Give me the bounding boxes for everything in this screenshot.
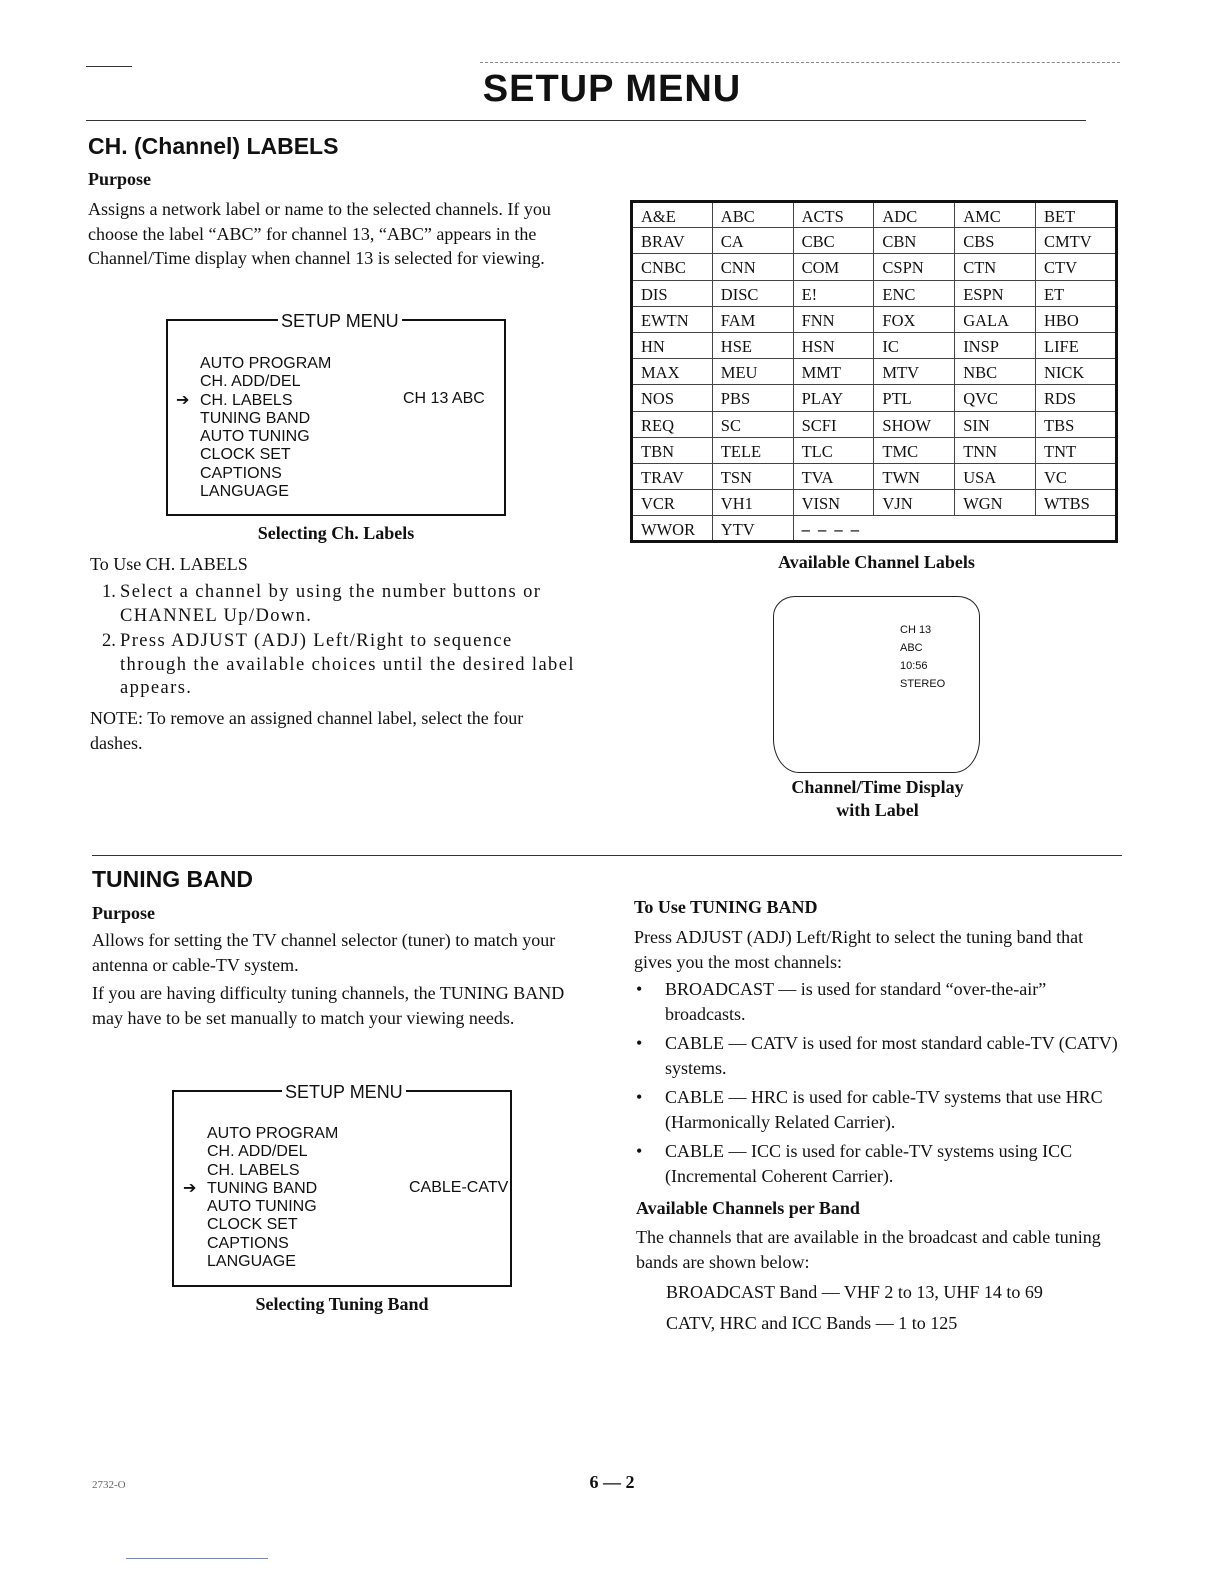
- table-cell: A&E: [632, 202, 713, 228]
- page-number: 6 — 2: [589, 1472, 635, 1492]
- table-cell: RDS: [1035, 385, 1116, 411]
- step-item: [90, 581, 585, 628]
- available-channels-heading: Available Channels per Band: [636, 1198, 860, 1218]
- table-row: [632, 437, 1117, 463]
- table-cell: WTBS: [1035, 490, 1116, 516]
- table-cell: TVA: [793, 463, 874, 489]
- table-cell: PBS: [712, 385, 793, 411]
- menu-item-captions: CAPTIONS: [200, 464, 282, 482]
- tuning-band-purpose-text2: If you are having difficulty tuning channels, the TUNING BAND may have to be set manually to match your viewing needs.: [92, 983, 565, 1028]
- tv-display-text: [900, 621, 945, 693]
- table-cell: ACTS: [793, 202, 874, 228]
- display-channel: CH 13: [900, 624, 932, 636]
- menu-title: SETUP MENU: [282, 1082, 406, 1103]
- table-cell: CBS: [955, 228, 1036, 254]
- ch-labels-steps: [90, 581, 585, 701]
- display-time: 10:56: [900, 660, 928, 672]
- table-cell: MTV: [874, 359, 955, 385]
- table-cell: TELE: [712, 437, 793, 463]
- tuning-band-menu-caption: Selecting Tuning Band: [255, 1294, 429, 1314]
- table-cell: WWOR: [632, 516, 713, 542]
- ch-labels-use-heading: [90, 554, 248, 575]
- tv-display-caption: [740, 776, 1015, 822]
- display-label: ABC: [900, 642, 923, 654]
- display-audio: STEREO: [900, 678, 946, 690]
- table-row: [632, 280, 1117, 306]
- tuning-band-setup-menu: [172, 1082, 512, 1287]
- table-cell: HSN: [793, 332, 874, 358]
- menu-item-language: LANGUAGE: [200, 483, 289, 501]
- table-cell: AMC: [955, 202, 1036, 228]
- table-cell: CTN: [955, 254, 1036, 280]
- table-row: [632, 463, 1117, 489]
- table-row: [632, 516, 1117, 542]
- table-cell: HN: [632, 332, 713, 358]
- footer-code: 2732-O: [92, 1479, 126, 1491]
- table-cell: E!: [793, 280, 874, 306]
- table-row: [632, 202, 1117, 228]
- table-cell: ADC: [874, 202, 955, 228]
- table-cell: YTV: [712, 516, 793, 542]
- tv-caption-line1: Channel/Time Display: [791, 777, 964, 797]
- ch-labels-purpose-heading: Purpose: [88, 169, 151, 189]
- table-cell: DIS: [632, 280, 713, 306]
- table-cell: CNBC: [632, 254, 713, 280]
- table-cell: REQ: [632, 411, 713, 437]
- table-cell: USA: [955, 463, 1036, 489]
- table-cell: CMTV: [1035, 228, 1116, 254]
- table-cell: TSN: [712, 463, 793, 489]
- bullet-icon: •: [636, 1033, 643, 1053]
- table-cell: TBS: [1035, 411, 1116, 437]
- channel-labels-caption: Available Channel Labels: [778, 552, 975, 572]
- top-rule-right: [480, 62, 1120, 63]
- table-row: [632, 228, 1117, 254]
- table-cell: SIN: [955, 411, 1036, 437]
- broadcast-band-range: BROADCAST Band — VHF 2 to 13, UHF 14 to 69: [666, 1282, 1043, 1302]
- menu-item-label: CH. LABELS: [200, 391, 293, 409]
- table-cell: FAM: [712, 306, 793, 332]
- menu-item-ch-add-del: CH. ADD/DEL: [207, 1143, 308, 1161]
- selection-arrow-icon: ➔: [183, 1179, 197, 1197]
- ch-labels-setup-menu: [166, 311, 506, 516]
- tv-display-frame: [773, 596, 980, 773]
- table-cell: CNN: [712, 254, 793, 280]
- table-cell: ESPN: [955, 280, 1036, 306]
- table-cell: INSP: [955, 332, 1036, 358]
- menu-item-captions: CAPTIONS: [207, 1234, 289, 1252]
- table-cell: BRAV: [632, 228, 713, 254]
- band-option-text: BROADCAST — is used for standard “over-the-air” broadcasts.: [665, 979, 1047, 1024]
- bullet-icon: •: [636, 1141, 643, 1161]
- tuning-band-purpose-text1: Allows for setting the TV channel selector (tuner) to match your antenna or cable-TV system.: [92, 930, 556, 975]
- use-heading-text: To Use CH. LABELS: [90, 554, 248, 574]
- table-cell: VCR: [632, 490, 713, 516]
- table-cell: ABC: [712, 202, 793, 228]
- table-cell: LIFE: [1035, 332, 1116, 358]
- menu-title: SETUP MENU: [278, 311, 402, 332]
- menu-item-auto-tuning: AUTO TUNING: [200, 428, 310, 446]
- step-number: 2.: [102, 631, 116, 651]
- menu-item-auto-program: AUTO PROGRAM: [207, 1125, 339, 1142]
- table-cell: MAX: [632, 359, 713, 385]
- table-cell: IC: [874, 332, 955, 358]
- menu-item-auto-tuning: AUTO TUNING: [207, 1198, 317, 1216]
- menu-item-clock-set: CLOCK SET: [200, 446, 291, 464]
- title-underline: [86, 120, 1086, 121]
- table-cell: VISN: [793, 490, 874, 516]
- table-cell: FNN: [793, 306, 874, 332]
- table-cell: TNT: [1035, 437, 1116, 463]
- table-cell: TWN: [874, 463, 955, 489]
- table-cell: FOX: [874, 306, 955, 332]
- tuning-band-options: [634, 977, 1129, 1193]
- table-cell-dashes: – – – –: [793, 516, 1116, 542]
- menu-item-language: LANGUAGE: [207, 1253, 296, 1271]
- table-cell: VH1: [712, 490, 793, 516]
- table-cell: CTV: [1035, 254, 1116, 280]
- ch-labels-menu-caption: Selecting Ch. Labels: [257, 523, 415, 543]
- table-cell: VC: [1035, 463, 1116, 489]
- band-option-hrc: [634, 1085, 1129, 1134]
- table-cell: PTL: [874, 385, 955, 411]
- table-cell: SC: [712, 411, 793, 437]
- ch-labels-title: CH. (Channel) LABELS: [88, 133, 339, 159]
- table-cell: CSPN: [874, 254, 955, 280]
- top-rule-left: [86, 66, 132, 67]
- table-cell: ENC: [874, 280, 955, 306]
- table-cell: EWTN: [632, 306, 713, 332]
- note-text: To remove an assigned channel label, select the four dashes.: [90, 708, 524, 753]
- bottom-accent-line: [126, 1558, 268, 1559]
- table-cell: BET: [1035, 202, 1116, 228]
- table-row: [632, 332, 1117, 358]
- menu-item-ch-labels: [176, 391, 331, 410]
- menu-item-tuning-band: TUNING BAND: [200, 409, 311, 427]
- table-cell: TMC: [874, 437, 955, 463]
- table-cell: CBC: [793, 228, 874, 254]
- band-option-catv: [634, 1031, 1129, 1080]
- table-cell: PLAY: [793, 385, 874, 411]
- selection-arrow-icon: ➔: [176, 391, 190, 409]
- menu-item-ch-add-del: CH. ADD/DEL: [200, 373, 301, 391]
- band-option-text: CABLE — ICC is used for cable-TV systems using ICC (Incremental Coherent Carrier).: [665, 1141, 1073, 1186]
- table-cell: QVC: [955, 385, 1036, 411]
- tuning-band-title: TUNING BAND: [92, 866, 253, 892]
- tuning-band-use-text: Press ADJUST (ADJ) Left/Right to select the tuning band that gives you the most channels:: [634, 927, 1084, 972]
- ch-labels-note: [90, 706, 560, 755]
- menu-item-clock-set: CLOCK SET: [207, 1216, 298, 1234]
- table-cell: CA: [712, 228, 793, 254]
- channel-labels-table: [630, 200, 1118, 543]
- table-cell: TLC: [793, 437, 874, 463]
- table-cell: GALA: [955, 306, 1036, 332]
- menu-item-tuning-band: [183, 1179, 338, 1198]
- band-option-broadcast: [634, 977, 1129, 1026]
- tuning-band-purpose-heading: Purpose: [92, 903, 155, 923]
- table-cell: NICK: [1035, 359, 1116, 385]
- tuning-band-use-heading: To Use TUNING BAND: [634, 897, 818, 917]
- table-cell: COM: [793, 254, 874, 280]
- menu-item-label: TUNING BAND: [207, 1179, 318, 1197]
- step-number: 1.: [102, 582, 116, 602]
- menu-item-ch-labels: CH. LABELS: [207, 1161, 300, 1179]
- section-divider: [92, 855, 1122, 856]
- band-option-text: CABLE — CATV is used for most standard cable-TV (CATV) systems.: [665, 1033, 1118, 1078]
- menu-item-auto-program: AUTO PROGRAM: [200, 355, 332, 372]
- note-label: NOTE:: [90, 708, 143, 728]
- table-cell: WGN: [955, 490, 1036, 516]
- table-cell: ET: [1035, 280, 1116, 306]
- table-cell: TBN: [632, 437, 713, 463]
- available-channels-text: The channels that are available in the broadcast and cable tuning bands are shown below:: [636, 1227, 1101, 1272]
- ch-labels-purpose-text: Assigns a network label or name to the selected channels. If you choose the label “ABC” for channel 13, “ABC” appears in the Channel/Time display when channel 13 is selected for viewing.: [88, 199, 551, 268]
- table-cell: VJN: [874, 490, 955, 516]
- table-row: [632, 359, 1117, 385]
- table-cell: TNN: [955, 437, 1036, 463]
- page-title: SETUP MENU: [482, 68, 742, 110]
- table-cell: CBN: [874, 228, 955, 254]
- band-option-icc: [634, 1139, 1129, 1188]
- table-cell: HBO: [1035, 306, 1116, 332]
- table-cell: MMT: [793, 359, 874, 385]
- table-cell: NOS: [632, 385, 713, 411]
- table-row: [632, 411, 1117, 437]
- step-text: Press ADJUST (ADJ) Left/Right to sequence through the available choices until the desired label appears.: [120, 631, 575, 698]
- table-row: [632, 490, 1117, 516]
- menu-list: [183, 1125, 339, 1271]
- table-cell: MEU: [712, 359, 793, 385]
- band-option-text: CABLE — HRC is used for cable-TV systems that use HRC (Harmonically Related Carrier).: [665, 1087, 1103, 1132]
- channel-labels-table-body: [632, 202, 1117, 542]
- table-cell: DISC: [712, 280, 793, 306]
- menu-selected-value: CABLE-CATV: [409, 1179, 509, 1196]
- cable-band-range: CATV, HRC and ICC Bands — 1 to 125: [666, 1313, 958, 1333]
- table-cell: TRAV: [632, 463, 713, 489]
- bullet-icon: •: [636, 1087, 643, 1107]
- table-row: [632, 385, 1117, 411]
- table-cell: NBC: [955, 359, 1036, 385]
- step-text: Select a channel by using the number buttons or CHANNEL Up/Down.: [120, 582, 542, 626]
- table-row: [632, 306, 1117, 332]
- table-row: [632, 254, 1117, 280]
- menu-list: [176, 355, 332, 501]
- tv-caption-line2: with Label: [836, 800, 919, 820]
- bullet-icon: •: [636, 979, 643, 999]
- table-cell: HSE: [712, 332, 793, 358]
- table-cell: SHOW: [874, 411, 955, 437]
- step-item: [90, 630, 585, 701]
- menu-selected-value: CH 13 ABC: [403, 390, 485, 407]
- table-cell: SCFI: [793, 411, 874, 437]
